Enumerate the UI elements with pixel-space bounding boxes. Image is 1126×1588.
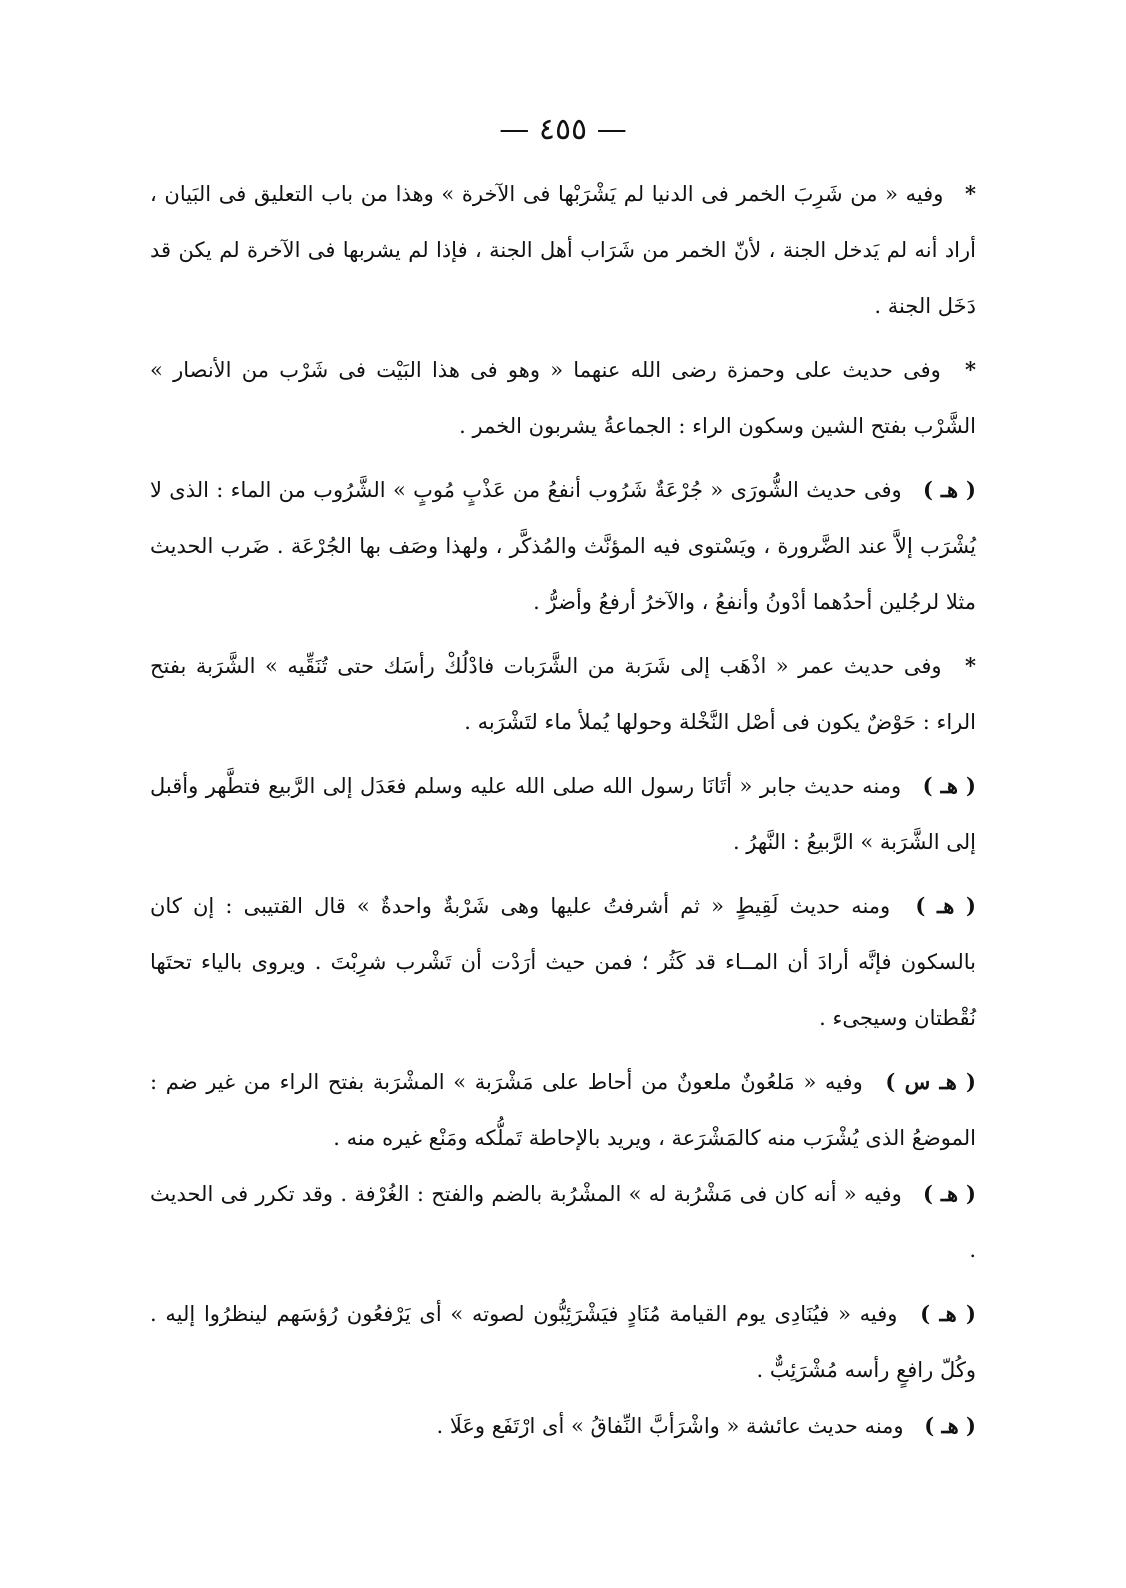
entry-6-marker: ( هـ ) <box>915 893 976 918</box>
entry-10-text: ومنه حديث عائشة « واشْرَأبَّ النِّفاقُ » أى ارْتَفَع وعَلَا . <box>436 1414 904 1438</box>
entry-5 <box>150 758 976 870</box>
entry-4-marker: * <box>965 653 976 678</box>
entry-2 <box>150 342 976 454</box>
entry-2-marker: * <box>965 357 976 382</box>
entry-5-marker: ( هـ ) <box>922 773 976 798</box>
entry-9-text: وفيه « فيُنَادِى يوم القيامة مُنَادٍ فيَشْرَئِبُّون لصوته » أى يَرْفعُون رُؤسَهم لينظرُوا إليه . وكُلّ رافعٍ رأسه مُشْرَئِبٌّ . <box>150 1302 976 1382</box>
entry-3-marker: ( هـ ) <box>922 477 976 502</box>
entry-9 <box>150 1286 976 1398</box>
entry-7-marker: ( هـ س ) <box>885 1069 976 1094</box>
entry-10 <box>150 1398 976 1454</box>
entry-9-marker: ( هـ ) <box>920 1301 976 1326</box>
entry-6-text: ومنه حديث لَقِيطٍ « ثم أشرفتُ عليها وهى شَرْبةٌ واحدةٌ » قال القتيبى : إن كان بالسكون فإنَّه أرادَ أن المــاء قد كَثُر ؛ فمن حيث أرَدْت أن تَشْرب شرِبْتَ . ويروى بالياء تحتَها نُقْطتان وسيجىء . <box>150 894 976 1030</box>
entry-6 <box>150 878 976 1046</box>
entry-2-text: وفى حديث على وحمزة رضى الله عنهما « وهو فى هذا البَيْت فى شَرْب من الأنصار » الشَّرْب بفتح الشين وسكون الراء : الجماعةُ يشربون الخمر . <box>150 358 976 438</box>
entry-4-text: وفى حديث عمر « اذْهَب إلى شَرَبة من الشَّرَبات فادْلُكْ رأسَك حتى تُنَقِّيه » الشَّرَبة بفتح الراء : حَوْضٌ يكون فى أصْل النَّخْلة وحولها يُملأ ماء لتَشْرَبه . <box>150 654 976 734</box>
entry-4 <box>150 638 976 750</box>
entry-7 <box>150 1054 976 1166</box>
entry-1-marker: * <box>965 181 976 206</box>
entry-8 <box>150 1166 976 1278</box>
entry-10-marker: ( هـ ) <box>924 1413 976 1438</box>
page-number: — ٤٥٥ — <box>499 112 627 147</box>
page-body <box>150 166 976 1462</box>
entry-8-marker: ( هـ ) <box>923 1181 976 1206</box>
entry-1 <box>150 166 976 334</box>
entry-1-text: وفيه « من شَرِبَ الخمر فى الدنيا لم يَشْرَبْها فى الآخرة » وهذا من باب التعليق فى البَيان ، أراد أنه لم يَدخل الجنة ، لأنّ الخمر من شَرَاب أهل الجنة ، فإذا لم يشربها فى الآخرة لم يكن قد دَخَل الجنة . <box>150 182 976 318</box>
entry-8-text: وفيه « أنه كان فى مَشْرُبة له » المشْرُبة بالضم والفتح : الغُرْفة . وقد تكرر فى الحديث . <box>150 1182 976 1262</box>
entry-3-text: وفى حديث الشُّورَى « جُرْعَةٌ شَرُوب أنفعُ من عَذْبٍ مُوبٍ » الشَّرُوب من الماء : الذى لا يُشْرَب إلاَّ عند الضَّرورة ، ويَسْتوى فيه المؤنَّث والمُذكَّر ، ولهذا وصَف بها الجُرْعَة . ضَرب الحديث مثلا لرجُلين أحدُهما أدْونُ وأنفعُ ، والآخرُ أرفعُ وأضرُّ . <box>150 478 976 614</box>
entry-3 <box>150 462 976 630</box>
entry-5-text: ومنه حديث جابر « أتَانَا رسول الله صلى الله عليه وسلم فعَدَل إلى الرَّبيع فتطَّهر وأقبل إلى الشَّرَبة » الرَّبيعُ : النَّهرُ . <box>150 774 976 854</box>
entry-7-text: وفيه « مَلعُونٌ ملعونٌ من أحاط على مَشْرَبة » المشْرَبة بفتح الراء من غير ضم : الموضعُ الذى يُشْرَب منه كالمَشْرَعة ، ويريد بالإحاطة تَملُّكه ومَنْع غيره منه . <box>150 1070 976 1150</box>
